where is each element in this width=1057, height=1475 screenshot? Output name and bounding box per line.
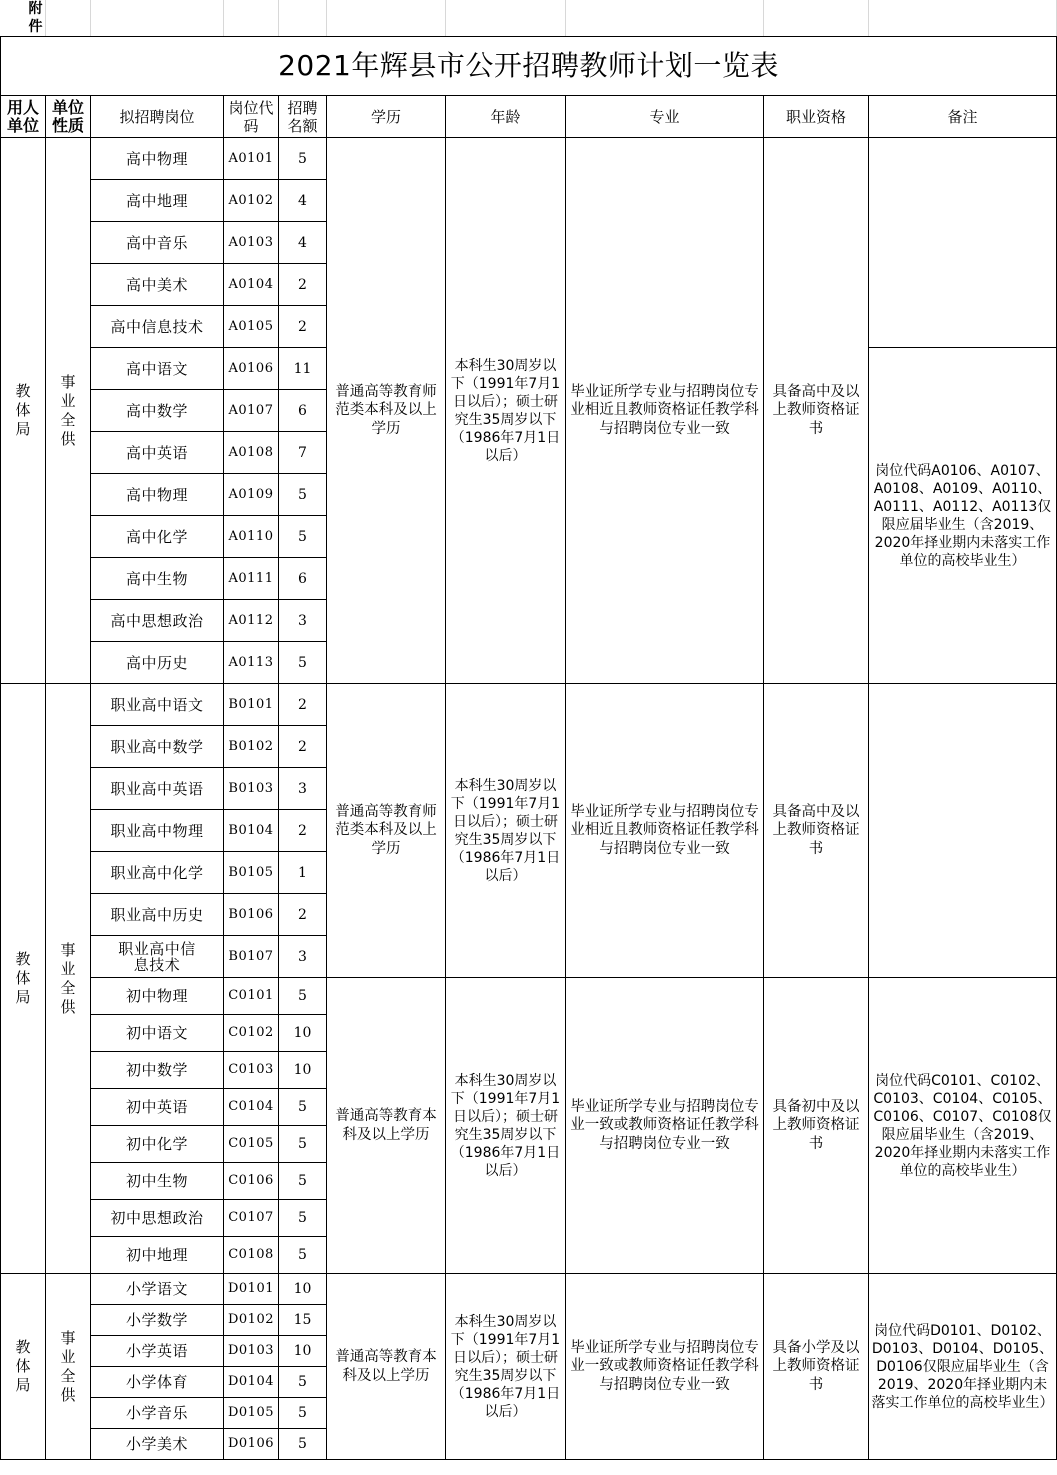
post-cell: 职业高中语文 xyxy=(91,684,224,726)
remark-cell: 岗位代码C0101、C0102、C0103、C0104、C0105、C0106、C0107、C0108仅限应届毕业生（含2019、2020年择业期内未落实工作单位的高校毕业生） xyxy=(869,978,1057,1274)
attachment-row xyxy=(1,0,1057,37)
title-row xyxy=(1,37,1057,96)
qualification-cell: 具备小学及以上教师资格证书 xyxy=(764,1274,869,1460)
post-cell: 高中化学 xyxy=(91,516,224,558)
header-count: 招聘名额 xyxy=(279,96,327,138)
post-cell: 初中语文 xyxy=(91,1015,224,1052)
code-cell: B0107 xyxy=(224,936,279,978)
page-title: 2021年辉县市公开招聘教师计划一览表 xyxy=(1,37,1057,96)
age-cell: 本科生30周岁以下（1991年7月1日以后）；硕士研究生35周岁以下（1986年7月1日以后） xyxy=(446,978,566,1274)
code-cell: D0104 xyxy=(224,1367,279,1398)
post-cell: 高中美术 xyxy=(91,264,224,306)
count-cell: 4 xyxy=(279,180,327,222)
count-cell: 10 xyxy=(279,1052,327,1089)
nature-cell: 事 业 全 供 xyxy=(46,1274,91,1460)
code-cell: A0110 xyxy=(224,516,279,558)
post-cell: 初中英语 xyxy=(91,1089,224,1126)
count-cell: 1 xyxy=(279,852,327,894)
post-cell: 初中地理 xyxy=(91,1237,224,1274)
code-cell: B0101 xyxy=(224,684,279,726)
count-cell: 5 xyxy=(279,1367,327,1398)
header-post: 拟招聘岗位 xyxy=(91,96,224,138)
code-cell: A0113 xyxy=(224,642,279,684)
post-cell: 高中语文 xyxy=(91,348,224,390)
header-major: 专业 xyxy=(566,96,764,138)
table-row xyxy=(1,1274,1057,1305)
code-cell: D0102 xyxy=(224,1305,279,1336)
count-cell: 15 xyxy=(279,1305,327,1336)
code-cell: C0102 xyxy=(224,1015,279,1052)
count-cell: 5 xyxy=(279,1398,327,1429)
post-cell: 高中物理 xyxy=(91,138,224,180)
table-row xyxy=(1,684,1057,726)
code-cell: C0103 xyxy=(224,1052,279,1089)
employer-cell: 教 体 局 xyxy=(1,1274,46,1460)
count-cell: 5 xyxy=(279,1237,327,1274)
code-cell: B0104 xyxy=(224,810,279,852)
count-cell: 6 xyxy=(279,558,327,600)
code-cell: C0108 xyxy=(224,1237,279,1274)
post-cell: 高中数学 xyxy=(91,390,224,432)
code-cell: C0106 xyxy=(224,1163,279,1200)
education-cell: 普通高等教育师范类本科及以上学历 xyxy=(327,684,446,978)
remark-cell-empty xyxy=(869,138,1057,348)
age-cell: 本科生30周岁以下（1991年7月1日以后）；硕士研究生35周岁以下（1986年7月1日以后） xyxy=(446,1274,566,1460)
header-employer: 用人单位 xyxy=(1,96,46,138)
count-cell: 5 xyxy=(279,1429,327,1460)
code-cell: D0101 xyxy=(224,1274,279,1305)
qualification-cell: 具备初中及以上教师资格证书 xyxy=(764,978,869,1274)
post-cell: 高中英语 xyxy=(91,432,224,474)
count-cell: 5 xyxy=(279,1126,327,1163)
count-cell: 2 xyxy=(279,894,327,936)
qualification-cell: 具备高中及以上教师资格证书 xyxy=(764,138,869,684)
header-qualification: 职业资格 xyxy=(764,96,869,138)
code-cell: B0103 xyxy=(224,768,279,810)
count-cell: 5 xyxy=(279,138,327,180)
post-cell: 高中信息技术 xyxy=(91,306,224,348)
age-cell: 本科生30周岁以下（1991年7月1日以后）；硕士研究生35周岁以下（1986年7月1日以后） xyxy=(446,138,566,684)
code-cell: C0107 xyxy=(224,1200,279,1237)
code-cell: A0109 xyxy=(224,474,279,516)
code-cell: C0101 xyxy=(224,978,279,1015)
count-cell: 11 xyxy=(279,348,327,390)
code-cell: B0105 xyxy=(224,852,279,894)
count-cell: 5 xyxy=(279,516,327,558)
count-cell: 4 xyxy=(279,222,327,264)
post-cell: 初中物理 xyxy=(91,978,224,1015)
code-cell: D0103 xyxy=(224,1336,279,1367)
post-cell: 高中音乐 xyxy=(91,222,224,264)
header-nature: 单位性质 xyxy=(46,96,91,138)
post-cell: 职业高中数学 xyxy=(91,726,224,768)
count-cell: 2 xyxy=(279,684,327,726)
post-cell: 高中地理 xyxy=(91,180,224,222)
count-cell: 7 xyxy=(279,432,327,474)
code-cell: D0106 xyxy=(224,1429,279,1460)
code-cell: D0105 xyxy=(224,1398,279,1429)
header-education: 学历 xyxy=(327,96,446,138)
education-cell: 普通高等教育本科及以上学历 xyxy=(327,1274,446,1460)
code-cell: A0106 xyxy=(224,348,279,390)
post-cell: 小学音乐 xyxy=(91,1398,224,1429)
count-cell: 5 xyxy=(279,1089,327,1126)
post-cell: 小学数学 xyxy=(91,1305,224,1336)
count-cell: 10 xyxy=(279,1274,327,1305)
post-cell: 初中生物 xyxy=(91,1163,224,1200)
count-cell: 3 xyxy=(279,600,327,642)
count-cell: 5 xyxy=(279,978,327,1015)
header-age: 年龄 xyxy=(446,96,566,138)
remark-cell xyxy=(869,684,1057,978)
post-cell: 职业高中化学 xyxy=(91,852,224,894)
code-cell: A0107 xyxy=(224,390,279,432)
major-cell: 毕业证所学专业与招聘岗位专业相近且教师资格证任教学科与招聘岗位专业一致 xyxy=(566,684,764,978)
post-cell: 职业高中历史 xyxy=(91,894,224,936)
post-cell: 小学美术 xyxy=(91,1429,224,1460)
post-cell: 职业高中信息技术 xyxy=(91,936,224,978)
table-row xyxy=(1,138,1057,180)
count-cell: 6 xyxy=(279,390,327,432)
post-cell: 职业高中物理 xyxy=(91,810,224,852)
major-cell: 毕业证所学专业与招聘岗位专业相近且教师资格证任教学科与招聘岗位专业一致 xyxy=(566,138,764,684)
code-cell: A0105 xyxy=(224,306,279,348)
post-cell: 高中生物 xyxy=(91,558,224,600)
count-cell: 5 xyxy=(279,642,327,684)
header-code: 岗位代码 xyxy=(224,96,279,138)
header-row xyxy=(1,96,1057,138)
education-cell: 普通高等教育师范类本科及以上学历 xyxy=(327,138,446,684)
employer-cell: 教 体 局 xyxy=(1,138,46,684)
count-cell: 10 xyxy=(279,1015,327,1052)
count-cell: 2 xyxy=(279,810,327,852)
count-cell: 3 xyxy=(279,936,327,978)
code-cell: A0101 xyxy=(224,138,279,180)
nature-cell: 事 业 全 供 xyxy=(46,684,91,1274)
post-cell: 小学体育 xyxy=(91,1367,224,1398)
post-cell: 初中数学 xyxy=(91,1052,224,1089)
count-cell: 5 xyxy=(279,474,327,516)
code-cell: B0102 xyxy=(224,726,279,768)
nature-cell: 事 业 全 供 xyxy=(46,138,91,684)
post-cell: 职业高中英语 xyxy=(91,768,224,810)
remark-cell: 岗位代码A0106、A0107、A0108、A0109、A0110、A0111、A0112、A0113仅限应届毕业生（含2019、2020年择业期内未落实工作单位的高校毕业生） xyxy=(869,348,1057,684)
code-cell: C0105 xyxy=(224,1126,279,1163)
education-cell: 普通高等教育本科及以上学历 xyxy=(327,978,446,1274)
post-cell: 初中化学 xyxy=(91,1126,224,1163)
major-cell: 毕业证所学专业与招聘岗位专业一致或教师资格证任教学科与招聘岗位专业一致 xyxy=(566,978,764,1274)
count-cell: 2 xyxy=(279,726,327,768)
post-cell: 小学语文 xyxy=(91,1274,224,1305)
qualification-cell: 具备高中及以上教师资格证书 xyxy=(764,684,869,978)
count-cell: 5 xyxy=(279,1200,327,1237)
code-cell: A0108 xyxy=(224,432,279,474)
code-cell: A0112 xyxy=(224,600,279,642)
code-cell: A0111 xyxy=(224,558,279,600)
code-cell: A0102 xyxy=(224,180,279,222)
major-cell: 毕业证所学专业与招聘岗位专业一致或教师资格证任教学科与招聘岗位专业一致 xyxy=(566,1274,764,1460)
count-cell: 2 xyxy=(279,306,327,348)
post-cell: 高中物理 xyxy=(91,474,224,516)
count-cell: 5 xyxy=(279,1163,327,1200)
code-cell: C0104 xyxy=(224,1089,279,1126)
post-cell: 高中历史 xyxy=(91,642,224,684)
remark-cell: 岗位代码D0101、D0102、D0103、D0104、D0105、D0106仅限应届毕业生（含2019、2020年择业期内未落实工作单位的高校毕业生） xyxy=(869,1274,1057,1460)
count-cell: 10 xyxy=(279,1336,327,1367)
count-cell: 2 xyxy=(279,264,327,306)
employer-cell: 教 体 局 xyxy=(1,684,46,1274)
code-cell: B0106 xyxy=(224,894,279,936)
count-cell: 3 xyxy=(279,768,327,810)
post-cell: 小学英语 xyxy=(91,1336,224,1367)
attachment-label: 附件 xyxy=(1,0,46,37)
header-remark: 备注 xyxy=(869,96,1057,138)
post-cell: 高中思想政治 xyxy=(91,600,224,642)
code-cell: A0104 xyxy=(224,264,279,306)
post-cell: 初中思想政治 xyxy=(91,1200,224,1237)
code-cell: A0103 xyxy=(224,222,279,264)
age-cell: 本科生30周岁以下（1991年7月1日以后）；硕士研究生35周岁以下（1986年7月1日以后） xyxy=(446,684,566,978)
table-row xyxy=(1,978,1057,1015)
